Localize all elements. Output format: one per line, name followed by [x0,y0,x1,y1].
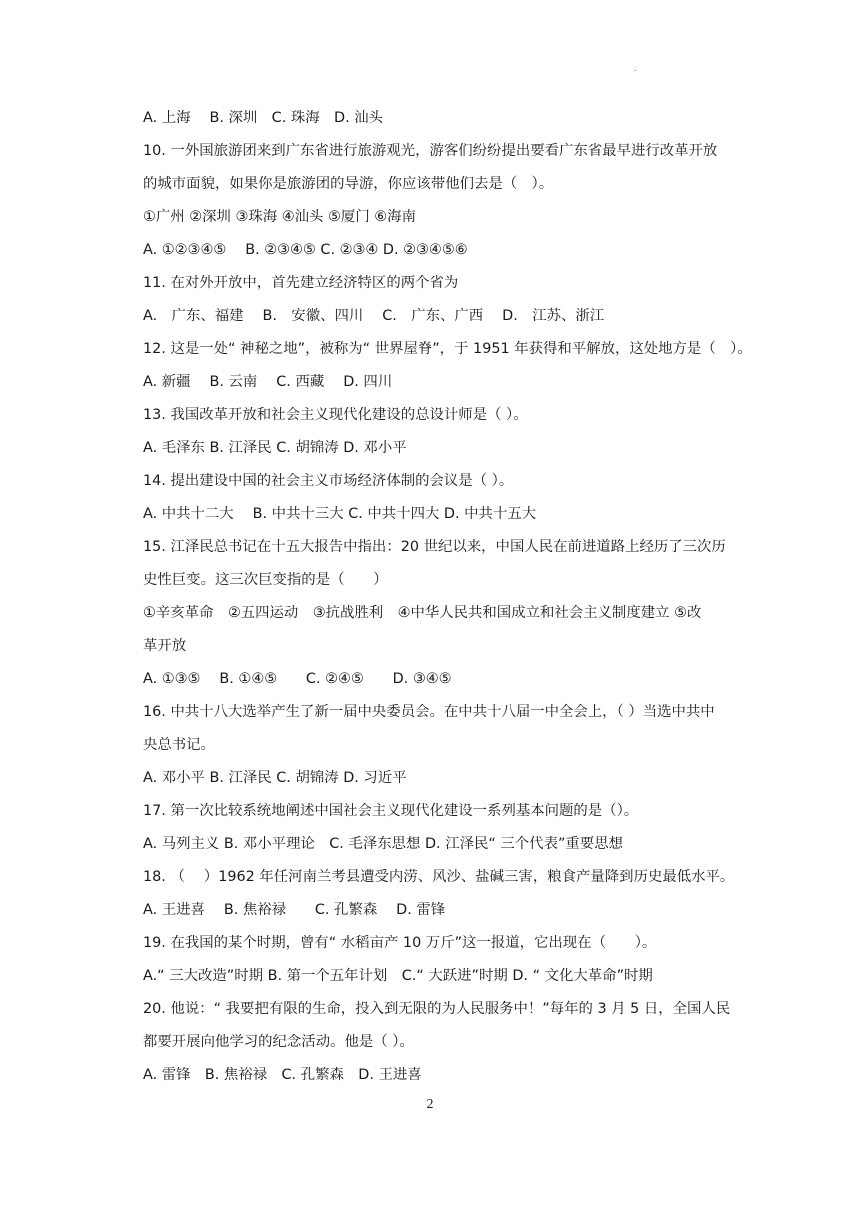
text-line: A. 中共十二大 B. 中共十三大 C. 中共十四大 D. 中共十五大 [143,506,537,522]
text-line: A.“ 三大改造”时期 B. 第一个五年计划 C.“ 大跃进”时期 D. “ 文化大革命”时期 [143,968,653,984]
text-line: 央总书记。 [143,737,215,753]
text-line: 18. （ ）1962 年任河南兰考县遭受内涝、风沙、盐碱三害，粮食产量降到历史最低水平。 [143,869,735,885]
text-line: 革开放 [143,638,187,654]
text-line: A. ①③⑤ B. ①④⑤ C. ②④⑤ D. ③④⑤ [143,671,452,687]
text-line: ①辛亥革命 ②五四运动 ③抗战胜利 ④中华人民共和国成立和社会主义制度建立 ⑤改 [143,605,702,621]
text-line: 12. 这是一处“ 神秘之地”，被称为“ 世界屋脊”，于 1951 年获得和平解放，这处地方是（ ）。 [143,341,752,357]
text-line: ①广州 ②深圳 ③珠海 ④汕头 ⑤厦门 ⑥海南 [143,209,416,225]
text-line: 17. 第一次比较系统地阐述中国社会主义现代化建设一系列基本问题的是（）。 [143,803,639,819]
text-line: 14. 提出建设中国的社会主义市场经济体制的会议是（ ）。 [143,473,514,489]
text-line: 10. 一外国旅游团来到广东省进行旅游观光，游客们纷纷提出要看广东省最早进行改革开放 [143,143,718,159]
text-line: A. 广东、福建 B. 安徽、四川 C. 广东、广西 D. 江苏、浙江 [143,308,605,324]
text-line: A. 雷锋 B. 焦裕禄 C. 孔繁森 D. 王进喜 [143,1067,422,1083]
text-line: 20. 他说：“ 我要把有限的生命，投入到无限的为人民服务中！”每年的 3 月 5 日，全国人民 [143,1001,731,1017]
text-line: 的城市面貌，如果你是旅游团的导游，你应该带他们去是（ ）。 [143,176,554,192]
text-line: A. 上海 B. 深圳 C. 珠海 D. 汕头 [143,110,384,126]
text-line: A. ①②③④⑤ B. ②③④⑤ C. ②③④ D. ②③④⑤⑥ [143,242,468,258]
text-line: 16. 中共十八大选举产生了新一届中央委员会。在中共十八届一中全会上，（ ）当选中共中 [143,704,715,720]
text-line: 11. 在对外开放中，首先建立经济特区的两个省为 [143,275,459,291]
text-line: A. 邓小平 B. 江泽民 C. 胡锦涛 D. 习近平 [143,770,407,786]
text-line: 史性巨变。这三次巨变指的是（ ） [143,572,388,588]
header-mark: . [634,64,637,73]
text-line: 都要开展向他学习的纪念活动。他是（ ）。 [143,1034,414,1050]
text-line: 13. 我国改革开放和社会主义现代化建设的总设计师是（ ）。 [143,407,528,423]
text-line: A. 毛泽东 B. 江泽民 C. 胡锦涛 D. 邓小平 [143,440,407,456]
text-line: A. 新疆 B. 云南 C. 西藏 D. 四川 [143,374,393,390]
text-line: A. 马列主义 B. 邓小平理论 C. 毛泽东思想 D. 江泽民“ 三个代表”重要思想 [143,836,623,852]
page-number: 2 [426,1097,434,1112]
text-line: 19. 在我国的某个时期，曾有“ 水稻亩产 10 万斤”这一报道，它出现在（ ）。 [143,935,657,951]
text-line: 15. 江泽民总书记在十五大报告中指出：20 世纪以来，中国人民在前进道路上经历了三次历 [143,539,726,555]
text-line: A. 王进喜 B. 焦裕禄 C. 孔繁森 D. 雷锋 [143,902,446,918]
